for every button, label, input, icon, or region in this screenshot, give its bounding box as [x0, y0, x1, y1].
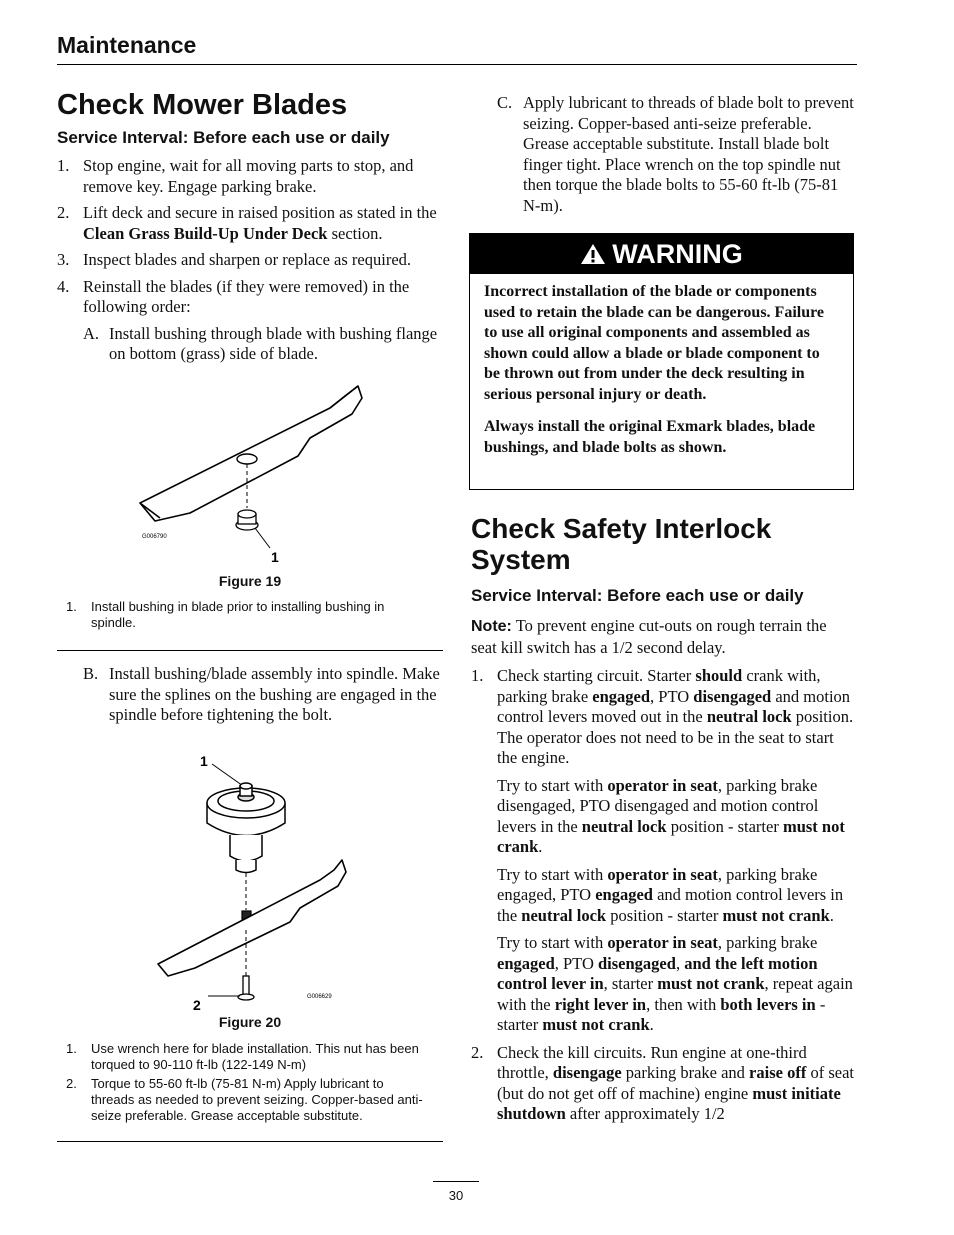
note-label: Note: [471, 618, 512, 635]
step-text: , [675, 953, 685, 973]
substep-c-item [497, 93, 855, 216]
substep-text: Install bushing/blade assembly into spindle. Make sure the splines on the bushing are engaged in the spindle before tightening the bolt. [109, 664, 440, 724]
callout-1: 1 [271, 549, 279, 563]
bold-text: operator in seat [607, 864, 718, 884]
bold-text: disengaged [598, 953, 676, 973]
interlock-steps [471, 666, 855, 1125]
header-rule [57, 64, 857, 65]
bold-text: neutral lock [521, 905, 607, 925]
figure-note [66, 1041, 426, 1073]
note-number: 1. [66, 599, 77, 614]
substep-c [497, 93, 855, 216]
figure-19-rule [57, 650, 443, 651]
figure-19-caption: Figure 19 [218, 573, 282, 589]
bold-text: both levers in [720, 994, 816, 1014]
step-number: 2. [57, 203, 70, 222]
substep-letter: B. [83, 664, 99, 683]
step-text: Inspect blades and sharpen or replace as required. [83, 250, 412, 269]
note-text: To prevent engine cut-outs on rough terrain the seat kill switch has a 1/2 second delay. [471, 616, 827, 657]
substep-text: Install bushing through blade with bushing flange on bottom (grass) side of blade. [109, 323, 438, 363]
warning-box [469, 233, 854, 490]
section-reference: Clean Grass Build-Up Under Deck [83, 223, 328, 243]
figure-19-illustration [130, 378, 380, 563]
step-text: . [538, 837, 543, 856]
bold-text: disengaged [693, 686, 772, 706]
bold-text: disengage [552, 1063, 622, 1082]
step-text: Stop engine, wait for all moving parts to stop, and remove key. Engage parking brake. [83, 156, 414, 196]
step-1 [471, 666, 855, 769]
bold-text: must initiate shutdown [497, 1083, 841, 1123]
bold-text: must not crank [657, 974, 765, 993]
step-text: after approximately 1/2 [565, 1104, 725, 1123]
figure-code: G006790 [142, 534, 167, 540]
step-text: position. The operator does not need to be in the seat to start the engine. [497, 707, 854, 767]
step-3 [57, 250, 443, 271]
step-1 [57, 156, 443, 197]
step-2 [471, 1043, 855, 1125]
step-text: and motion control levers moved out in the [497, 686, 851, 726]
section-header: Maintenance [57, 32, 197, 58]
test-case-2 [471, 865, 855, 927]
step-text: Lift deck and secure in raised position as stated in the [83, 203, 437, 222]
figure-note [66, 1076, 426, 1124]
step-text: , PTO [650, 686, 694, 706]
bold-text: operator in seat [607, 933, 718, 952]
step-number: 1. [471, 666, 484, 685]
step-text: of seat (but do not get off of machine) engine [497, 1063, 854, 1103]
step-text: , parking brake engaged, PTO [497, 864, 818, 904]
figure-20-illustration [150, 748, 400, 1010]
callout-2: 2 [193, 997, 201, 1010]
blade-shape [140, 386, 362, 521]
step-text: . [649, 1015, 654, 1034]
step-text: , repeat again with the [497, 974, 853, 1014]
bold-text: must not crank [542, 1015, 650, 1034]
callout-1: 1 [200, 753, 208, 769]
step-text: position - starter [606, 905, 723, 925]
substep-b-item [83, 664, 443, 726]
note-text: Use wrench here for blade installation. This nut has been torqued to 90-110 ft-lb (122-149 N-m) [91, 1041, 419, 1072]
section-title: Check Mower Blades [57, 89, 348, 121]
step-text: Check starting circuit. Starter [497, 666, 696, 685]
bold-text: must not crank [497, 816, 845, 856]
step-number: 2. [471, 1042, 484, 1062]
bold-text: engaged [595, 885, 653, 904]
warning-body [470, 274, 853, 468]
bold-text: raise off [749, 1063, 807, 1082]
figure-code: G006629 [307, 994, 332, 1000]
step-text: - starter [497, 994, 826, 1034]
substep-letter: C. [497, 93, 513, 112]
right-section [471, 513, 855, 1131]
bold-text: neutral lock [706, 707, 792, 726]
step-text: Check the kill circuits. Run engine at one-third throttle, [497, 1042, 807, 1082]
figure-20-caption: Figure 20 [218, 1014, 282, 1030]
bold-text: engaged [592, 686, 651, 706]
step-text: parking brake and [621, 1063, 750, 1082]
steps-list [57, 156, 443, 365]
step-number: 1. [57, 156, 70, 175]
step-4 [57, 277, 443, 318]
figure-note [66, 599, 426, 631]
note [471, 616, 855, 658]
page-number: 30 [448, 1188, 464, 1203]
blade-shape [158, 860, 346, 976]
step-text: . [829, 905, 834, 925]
bold-text: and the left motion control lever in [497, 953, 818, 993]
blade-center-hole [237, 454, 257, 464]
note-number: 1. [66, 1041, 77, 1056]
figure-19-notes [66, 599, 426, 631]
warning-paragraph: Always install the original Exmark blades, blade bushings, and blade bolts as shown. [484, 418, 816, 456]
bold-text: operator in seat [607, 775, 718, 795]
step-text: and motion control levers in the [497, 885, 844, 925]
bold-text: right lever in [554, 994, 647, 1014]
note-text: Install bushing in blade prior to installing bushing in spindle. [91, 599, 385, 630]
step-text: Reinstall the blades (if they were removed) in the following order: [83, 276, 410, 316]
left-column [57, 88, 443, 371]
figure-20-notes [66, 1041, 426, 1124]
warning-header [470, 234, 853, 274]
spindle-pulley-icon [207, 783, 285, 873]
step-text: Try to start with [497, 933, 608, 952]
bushing-icon [236, 510, 258, 530]
step-text: section. [327, 223, 383, 243]
service-interval: Service Interval: Before each use or daily [471, 586, 804, 605]
warning-paragraph: Incorrect installation of the blade or components used to retain the blade can be dangerous. Failure to use all original components and assembled as shown could allow a blade or blade component to be thrown out from under the deck resulting in serious personal injury or death. [484, 283, 825, 403]
step-text: crank with, parking brake [497, 666, 821, 706]
bold-text: must not crank [722, 905, 830, 925]
blade-bolt-icon [238, 976, 254, 1000]
warning-triangle-icon [580, 242, 606, 266]
service-interval: Service Interval: Before each use or daily [57, 128, 390, 147]
step-number: 4. [57, 276, 70, 296]
footer-rule [433, 1181, 479, 1182]
substep-b [83, 664, 443, 726]
step-text: , parking brake [717, 933, 818, 952]
warning-label: WARNING [612, 238, 743, 269]
note-text: Torque to 55-60 ft-lb (75-81 N-m) Apply lubricant to threads as needed to prevent seizing. Copper-based anti-seize preferable. Grease acceptable substitute. [91, 1076, 423, 1123]
test-case-1 [471, 776, 855, 858]
substep-text: Apply lubricant to threads of blade bolt to prevent seizing. Copper-based anti-seize preferable. Grease acceptable substitute. Install blade bolt finger tight. Place wrench on the top spindle nut then torque the blade bolts to 55-60 ft-lb (75-81 N-m). [523, 93, 854, 215]
callout-leader [255, 528, 270, 548]
substep-letter: A. [83, 323, 100, 343]
step-text: Try to start with [497, 775, 608, 795]
step-text: , starter [603, 974, 658, 993]
substep-a [83, 324, 443, 365]
note-number: 2. [66, 1076, 77, 1091]
test-case-3 [471, 933, 855, 1036]
figure-20-rule [57, 1141, 443, 1142]
step-text: , parking brake disengaged, PTO disengaged and motion control levers in the [497, 775, 819, 836]
section-title: Check Safety Interlock System [471, 513, 772, 575]
bold-text: should [695, 666, 743, 685]
bold-text: engaged [497, 953, 555, 973]
step-number: 3. [57, 250, 70, 269]
step-text: Try to start with [497, 864, 608, 884]
step-2 [57, 203, 443, 244]
step-text: , then with [646, 994, 721, 1014]
step-text: , PTO [554, 953, 598, 973]
bold-text: neutral lock [581, 816, 667, 836]
step-text: position - starter [666, 816, 783, 836]
